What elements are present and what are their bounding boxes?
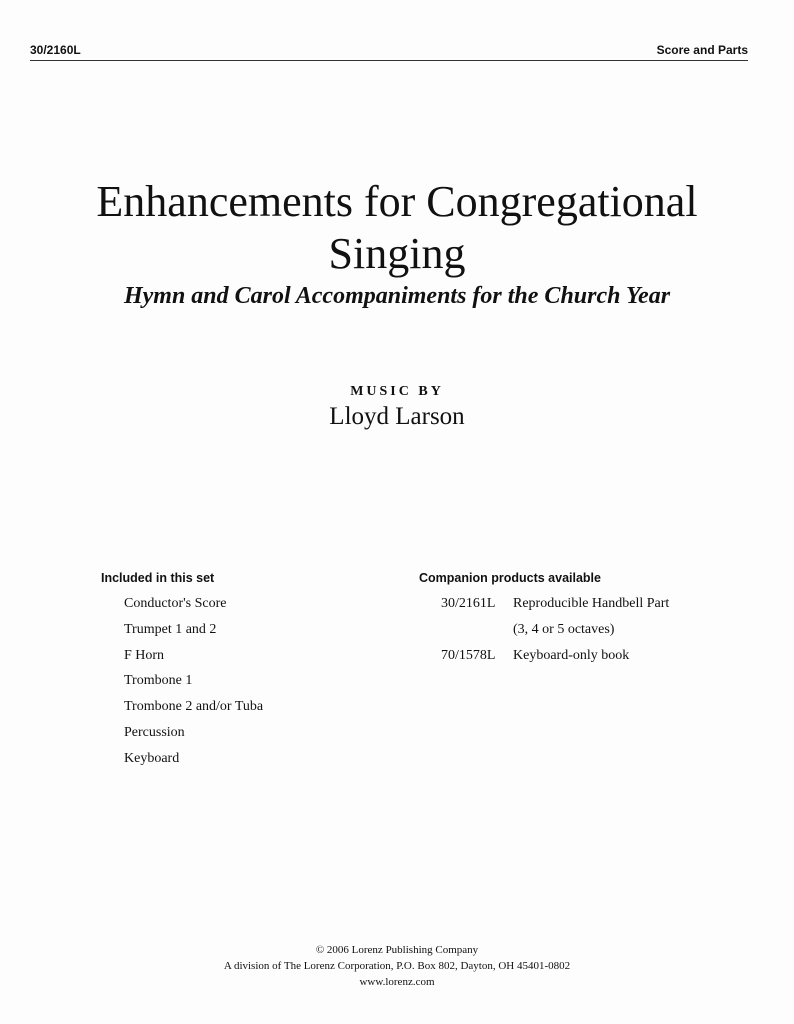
composer-name: Lloyd Larson — [329, 403, 465, 430]
companion-code: 30/2161L — [441, 596, 496, 611]
list-item: Keyboard — [124, 750, 180, 766]
title-line-2: Singing — [328, 229, 466, 278]
list-item: Trombone 1 — [124, 673, 193, 689]
list-item — [441, 647, 669, 673]
list-item — [441, 621, 669, 647]
title-line-1: Enhancements for Congregational — [96, 177, 698, 226]
page-subtitle: Hymn and Carol Accompaniments for the Church Year — [123, 283, 671, 309]
companion-list — [441, 595, 669, 673]
companion-desc: Reproducible Handbell Part — [513, 596, 670, 611]
companion-code: 70/1578L — [441, 648, 496, 663]
list-item: F Horn — [124, 647, 165, 663]
page-header — [30, 40, 748, 61]
included-list — [124, 595, 263, 776]
page-title — [0, 176, 794, 280]
included-heading: Included in this set — [101, 571, 215, 585]
list-item: Trumpet 1 and 2 — [124, 621, 217, 637]
companion-heading: Companion products available — [419, 571, 601, 585]
page-footer — [0, 942, 794, 990]
product-kind: Score and Parts — [656, 43, 748, 57]
list-item: Conductor's Score — [124, 596, 227, 611]
companion-note: (3, 4 or 5 octaves) — [513, 622, 615, 637]
publisher-address: A division of The Lorenz Corporation, P.O. Box 802, Dayton, OH 45401-0802 — [223, 960, 571, 972]
list-item: Percussion — [124, 724, 185, 740]
list-item: Trombone 2 and/or Tuba — [124, 699, 264, 715]
copyright-line: © 2006 Lorenz Publishing Company — [315, 944, 479, 956]
companion-desc: Keyboard-only book — [513, 648, 630, 663]
music-by-label: MUSIC BY — [350, 384, 444, 399]
publisher-website: www.lorenz.com — [359, 976, 435, 988]
product-code: 30/2160L — [30, 43, 81, 57]
list-item — [441, 595, 669, 621]
